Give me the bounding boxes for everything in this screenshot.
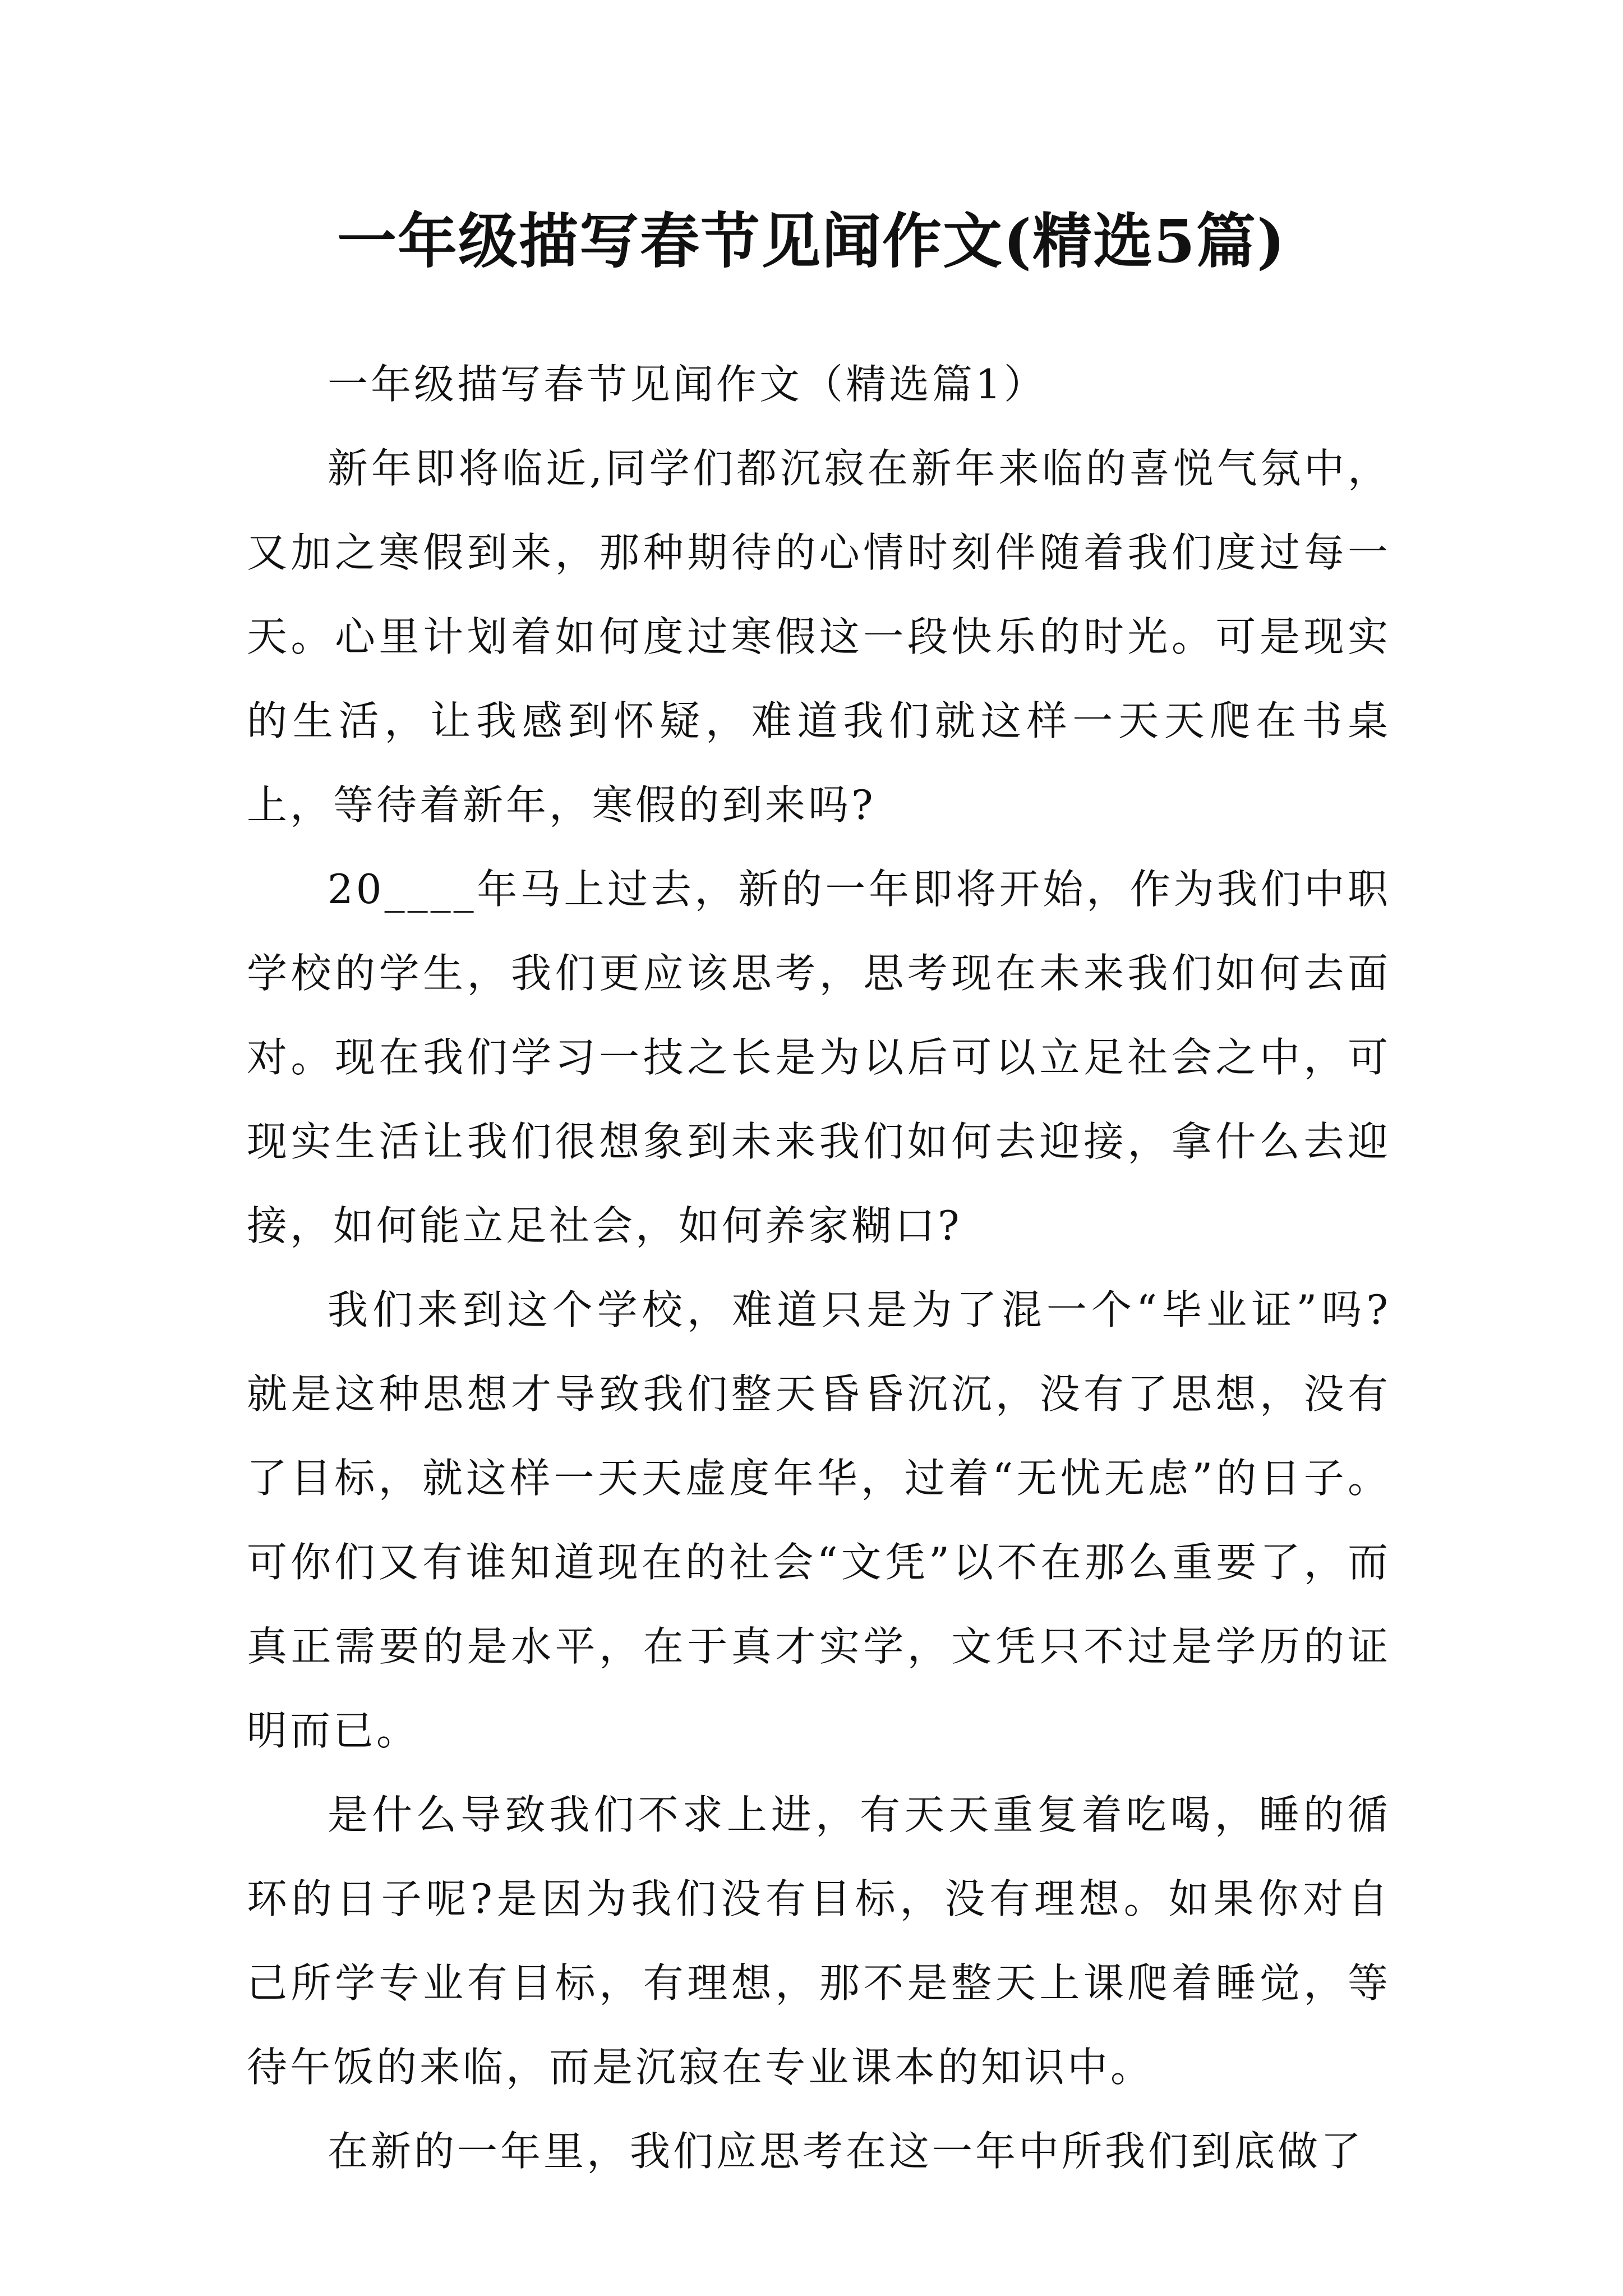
paragraph: 新年即将临近,同学们都沉寂在新年来临的喜悦气氛中，又加之寒假到来，那种期待的心情时刻伴随着我们度过每一天。心里计划着如何度过寒假这一段快乐的时光。可是现实的生活，让我感到怀疑，难道我们就这样一天天爬在书桌上，等待着新年，寒假的到来吗? [247, 445, 1391, 829]
document-body [247, 342, 1391, 2193]
paragraph: 是什么导致我们不求上进，有天天重复着吃喝，睡的循环的日子呢?是因为我们没有目标，没有理想。如果你对自己所学专业有目标，有理想，那不是整天上课爬着睡觉，等待午饭的来临，而是沉寂在专业课本的知识中。 [247, 1791, 1391, 2091]
paragraph: 20____年马上过去，新的一年即将开始，作为我们中职学校的学生，我们更应该思考，思考现在未来我们如何去面对。现在我们学习一技之长是为以后可以立足社会之中，可现实生活让我们很想象到未来我们如何去迎接，拿什么去迎接，如何能立足社会，如何养家糊口? [247, 866, 1391, 1249]
document-title: 一年级描写春节见闻作文(精选5篇) [336, 206, 1287, 276]
section-heading: 一年级描写春节见闻作文（精选篇1） [328, 361, 1047, 408]
paragraph: 我们来到这个学校，难道只是为了混一个“毕业证”吗?就是这种思想才导致我们整天昏昏沉沉，没有了思想，没有了目标，就这样一天天虚度年华，过着“无忧无虑”的日子。可你们又有谁知道现在的社会“文凭”以不在那么重要了，而真正需要的是水平，在于真才实学，文凭只不过是学历的证明而已。 [247, 1286, 1391, 1754]
paragraph: 在新的一年里，我们应思考在这一年中所我们到底做了 [328, 2128, 1364, 2175]
